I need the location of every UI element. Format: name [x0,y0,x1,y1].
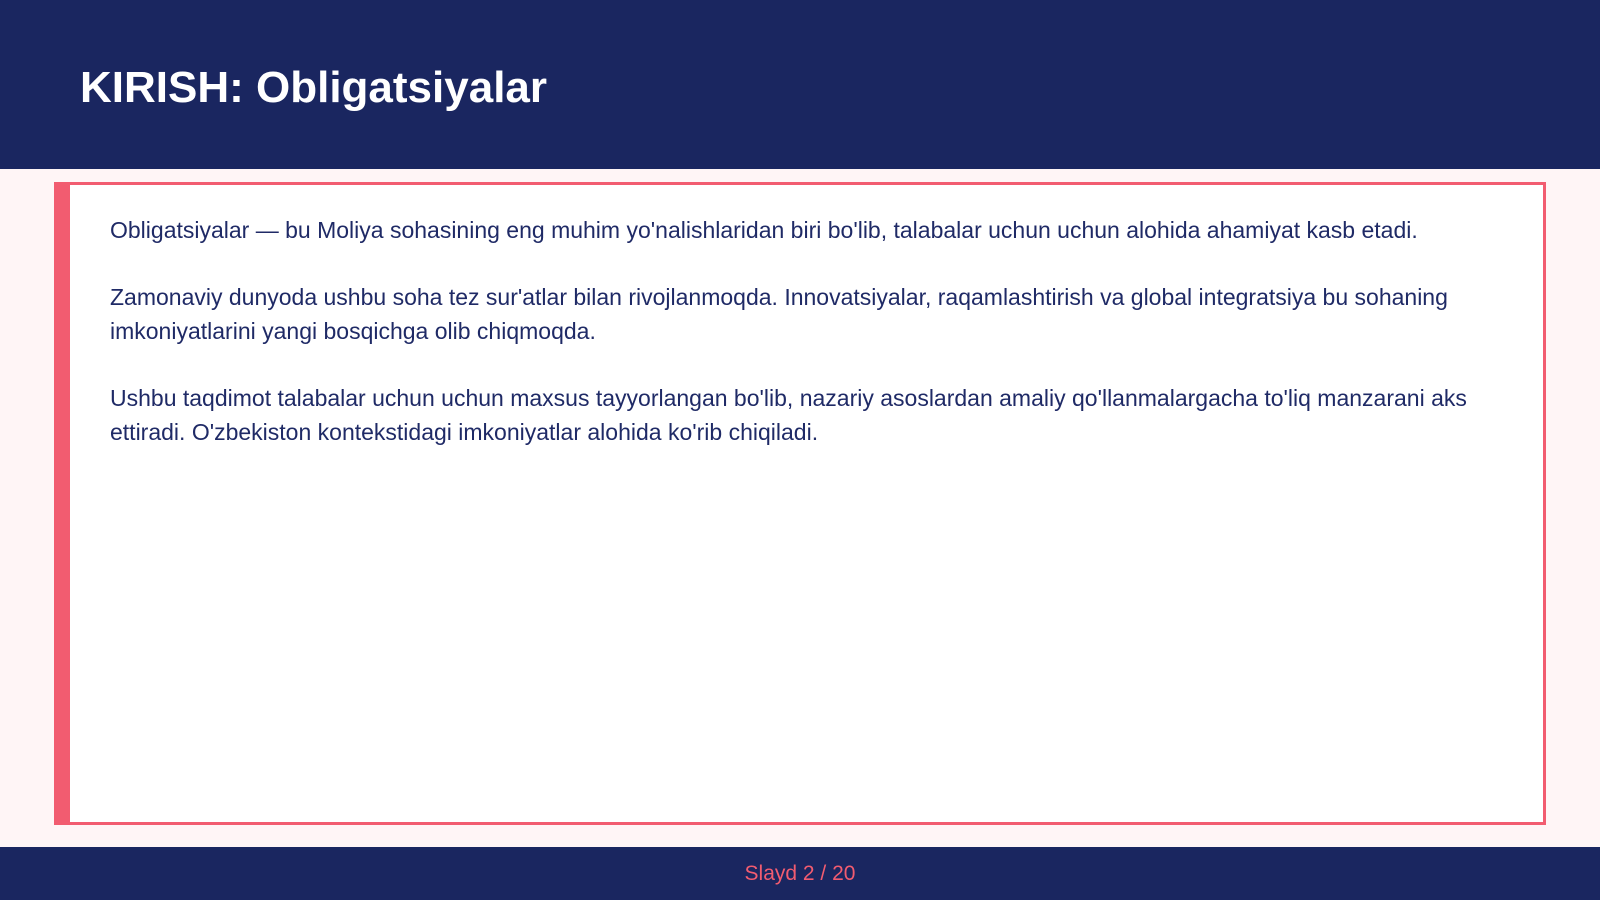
paragraph-modern-world: Zamonaviy dunyoda ushbu soha tez sur'atlar bilan rivojlanmoqda. Innovatsiyalar, raqamlashtirish va global integratsiya bu sohaning imkoniyatlarini yangi bosqichga olib chiqmoqda. [110,284,1448,344]
slide-footer [0,847,1600,900]
paragraph-presentation-purpose: Ushbu taqdimot talabalar uchun uchun maxsus tayyorlangan bo'lib, nazariy asoslardan amaliy qo'llanmalargacha to'liq manzarani aks ettiradi. O'zbekiston kontekstidagi imkoniyatlar alohida ko'rib chiqiladi. [110,385,1467,445]
paragraph-intro: Obligatsiyalar — bu Moliya sohasining eng muhim yo'nalishlaridan biri bo'lib, talabalar uchun uchun alohida ahamiyat kasb etadi. [110,217,1418,243]
slide-header [0,0,1600,169]
slide-number-label: Slayd 2 / 20 [744,862,856,885]
content-body [110,213,1490,482]
content-card [54,182,1546,825]
slide-title: KIRISH: Obligatsiyalar [80,63,548,112]
